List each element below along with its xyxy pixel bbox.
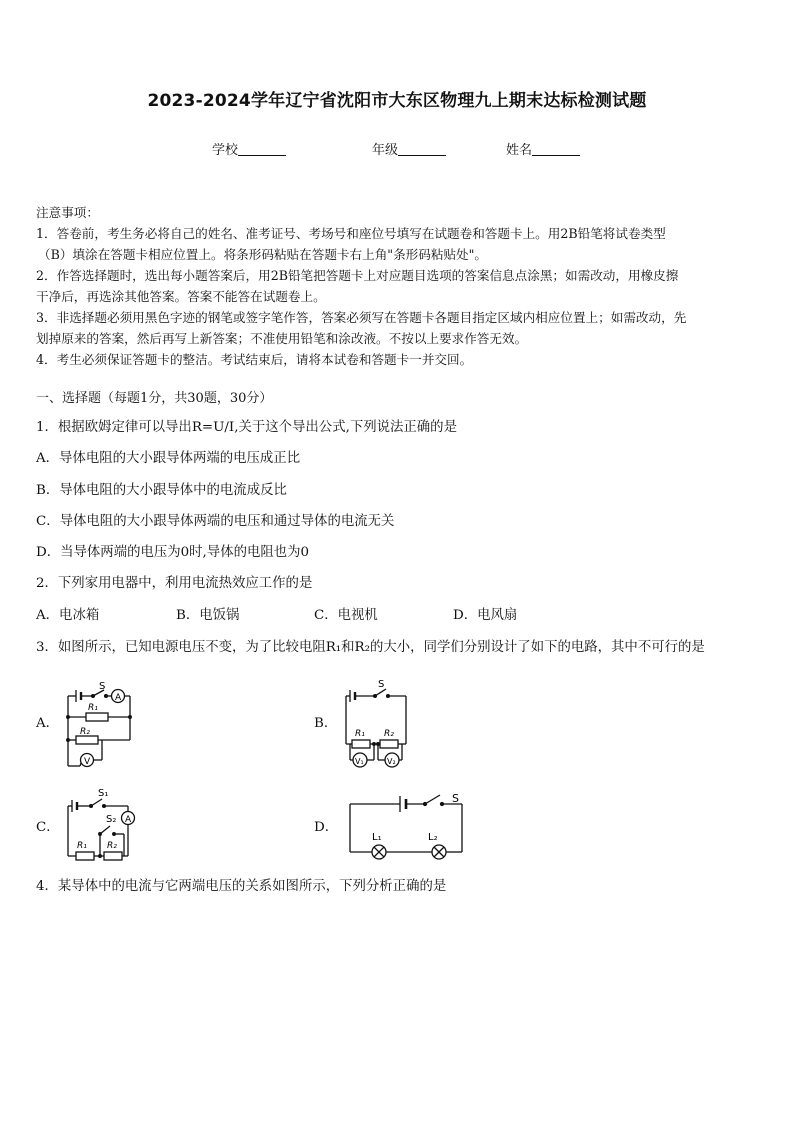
s2-label: S₂	[106, 814, 117, 825]
name-blank[interactable]	[532, 143, 580, 156]
switch-label: S	[99, 681, 106, 692]
notice-heading: 注意事项：	[36, 205, 99, 220]
circuit-labels-b	[338, 676, 414, 774]
q3-option-d[interactable]: D．	[314, 820, 339, 835]
notice-block	[36, 202, 760, 370]
name-label: 姓名	[506, 143, 533, 158]
q1-stem: 1．根据欧姆定律可以导出R=U/I,关于这个导出公式,下列说法正确的是	[36, 420, 457, 435]
ammeter-label: A	[115, 693, 122, 703]
r2-label: R₂	[80, 727, 90, 737]
name-field	[506, 139, 580, 158]
l1-label: L₁	[372, 832, 382, 843]
notice-line: （B）填涂在答题卡相应位置上。将条形码粘贴在答题卡右上角"条形码粘贴处"。	[38, 247, 488, 262]
notice-line: 干净后，再选涂其他答案。答案不能答在试题卷上。	[36, 289, 326, 304]
q1-option-c[interactable]: C．导体电阻的大小跟导体两端的电压和通过导体的电流无关	[36, 514, 395, 529]
notice-line: 划掉原来的答案，然后再写上新答案；不准使用铅笔和涂改液。不按以上要求作答无效。	[36, 331, 528, 346]
r2-label: R₂	[384, 729, 394, 739]
r1-label: R₁	[88, 703, 98, 713]
school-blank[interactable]	[238, 143, 286, 156]
school-field	[212, 139, 286, 158]
switch-label: S	[378, 679, 385, 690]
switch-label: S	[452, 792, 459, 805]
q3-option-b[interactable]: B．	[314, 716, 338, 731]
r1-label: R₁	[355, 729, 365, 739]
exam-title: 2023-2024学年辽宁省沈阳市大东区物理九上期末达标检测试题	[147, 91, 647, 111]
q1-option-a[interactable]: A．导体电阻的大小跟导体两端的电压成正比	[36, 451, 301, 466]
circuit-labels-c	[62, 784, 140, 864]
grade-label: 年级	[372, 143, 399, 158]
v2-label: V₂	[387, 757, 396, 766]
q1-option-d[interactable]: D．当导体两端的电压为0时,导体的电阻也为0	[36, 545, 310, 560]
s1-label: S₁	[98, 788, 109, 799]
notice-line: 3．非选择题必须用黑色字迹的钢笔或签字笔作答，答案必须写在答题卡各题目指定区域内相应位置上；如需改动，先	[36, 310, 687, 325]
q3-stem: 3．如图所示，已知电源电压不变，为了比较电阻R₁和R₂的大小，同学们分别设计了如下的电路，其中不可行的是	[36, 640, 705, 655]
grade-field	[372, 139, 446, 158]
grade-blank[interactable]	[398, 143, 446, 156]
school-label: 学校	[212, 143, 239, 158]
circuit-labels-d	[344, 788, 468, 862]
circuit-labels-a	[62, 680, 142, 772]
l2-label: L₂	[428, 832, 438, 843]
voltmeter-label: V	[84, 757, 91, 767]
notice-line: 4．考生必须保证答题卡的整洁。考试结束后，请将本试卷和答题卡一并交回。	[36, 352, 473, 367]
r2-label: R₂	[107, 841, 117, 851]
q2-stem: 2．下列家用电器中，利用电流热效应工作的是	[36, 576, 313, 591]
q2-option-d[interactable]: D．电风扇	[453, 608, 518, 623]
v1-label: V₁	[355, 757, 364, 766]
ammeter-label: A	[125, 815, 132, 825]
q3-option-a[interactable]: A．	[36, 716, 60, 731]
q4-stem: 4．某导体中的电流与它两端电压的关系如图所示，下列分析正确的是	[36, 879, 447, 894]
notice-line: 1．答卷前，考生务必将自己的姓名、准考证号、考场号和座位号填写在试题卷和答题卡上。用2B铅笔将试卷类型	[36, 226, 666, 241]
q2-option-b[interactable]: B．电饭锅	[176, 608, 240, 623]
q3-option-c[interactable]: C．	[36, 820, 60, 835]
q2-option-c[interactable]: C．电视机	[314, 608, 378, 623]
r1-label: R₁	[77, 841, 87, 851]
notice-line: 2．作答选择题时，选出每小题答案后，用2B铅笔把答题卡上对应题目选项的答案信息点涂黑；如需改动，用橡皮擦	[36, 268, 679, 283]
q1-option-b[interactable]: B．导体电阻的大小跟导体中的电流成反比	[36, 483, 287, 498]
section-heading: 一、选择题（每题1分，共30题，30分）	[36, 391, 273, 406]
q2-option-a[interactable]: A．电冰箱	[36, 608, 100, 623]
